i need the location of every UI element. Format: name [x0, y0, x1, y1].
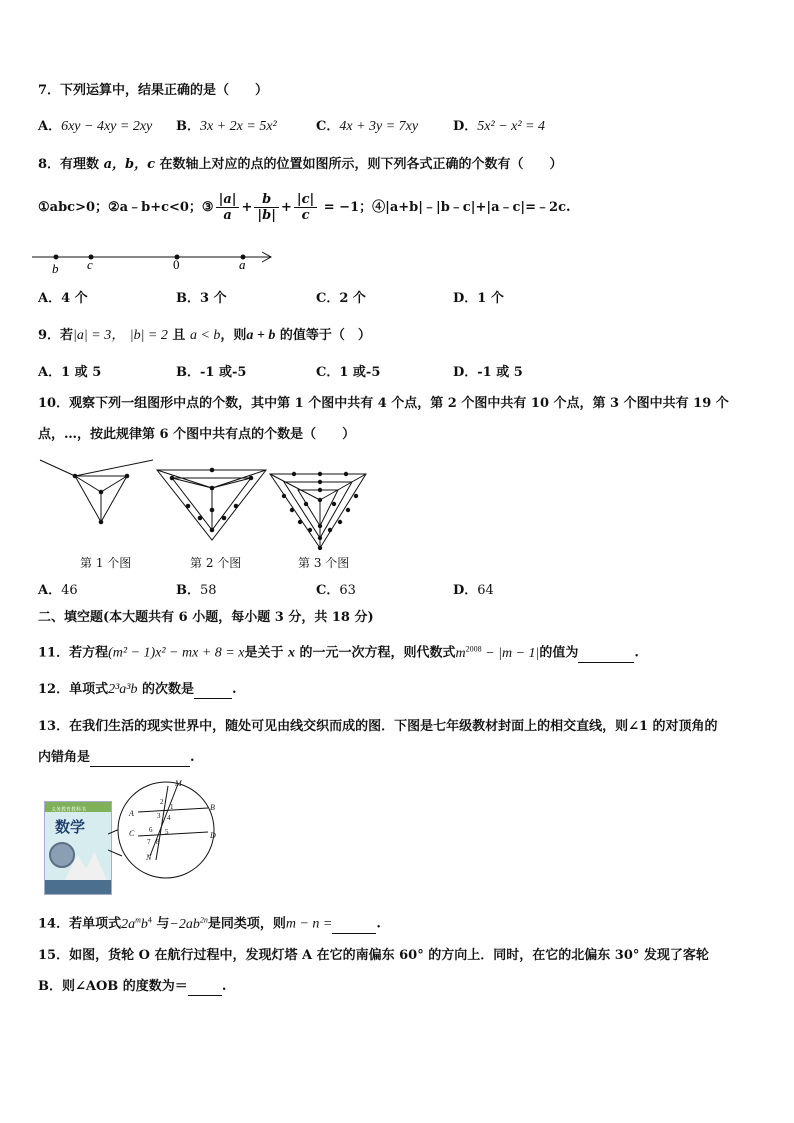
fig1-dot — [99, 520, 104, 525]
q7-option-d: D．5x² − x² = 4 — [453, 119, 545, 134]
fig1-dot — [125, 474, 130, 479]
fraction-b-over-abs-b: $\frac{b}{|b|}$ — [254, 192, 279, 223]
point-b — [54, 255, 59, 260]
fig1-dot — [73, 474, 78, 479]
fraction-abs-a-over-a: $\frac{|a|}{a}$ — [216, 192, 240, 223]
fig3-dot — [308, 528, 312, 532]
fig3-dot — [318, 480, 322, 484]
fig3-dot — [328, 528, 332, 532]
q10-option-d: D．64 — [453, 583, 494, 598]
svg-text:A: A — [129, 809, 134, 818]
fig3-dot — [318, 472, 322, 476]
svg-text:2: 2 — [160, 798, 164, 806]
q10-stem-line1: 10．观察下列一组图形中点的个数，其中第 1 个图中共有 4 个点，第 2 个图中共有 10 个点，第 3 个图中共有 19 个 — [38, 396, 729, 411]
fig3-dot — [298, 520, 302, 524]
q10-option-a: A．46 — [38, 583, 78, 598]
q10-option-c: C．63 — [316, 583, 356, 598]
q7-option-a: A．6xy − 4xy = 2xy — [38, 119, 153, 134]
fig3-dot — [282, 494, 286, 498]
q7-option-c: C．4x + 3y = 7xy — [316, 119, 419, 134]
svg-text:7: 7 — [147, 838, 151, 846]
q13-stem-line2: 内错角是 . — [38, 750, 195, 765]
q8-option-d: D．1 个 — [453, 291, 504, 306]
fig3-dot — [318, 536, 322, 540]
section-heading: 二、填空题(本大题共有 6 小题，每小题 3 分，共 18 分) — [38, 610, 374, 625]
fig2-dot — [186, 504, 191, 509]
fraction-abs-c-over-c: $\frac{|c|}{c}$ — [294, 192, 317, 223]
dot-pattern-figures — [30, 452, 380, 552]
label-a: a — [239, 257, 246, 272]
fig1-dot — [99, 490, 104, 495]
fig3-dot — [292, 472, 296, 476]
intersecting-lines-diagram — [108, 776, 220, 886]
textbook-cover-image — [44, 801, 112, 895]
fig2-dot — [222, 516, 227, 521]
fig3-dot — [332, 502, 336, 506]
svg-text:C: C — [129, 829, 135, 838]
figure-3 — [270, 474, 366, 548]
figure-2-caption: 第 2 个图 — [190, 556, 242, 570]
svg-text:M: M — [175, 779, 182, 788]
q9-option-a: A．1 或 5 — [38, 365, 102, 380]
fig2-dot — [210, 468, 215, 473]
q10-option-b: B．58 — [176, 583, 217, 598]
book-header: 义务教育教科书 — [51, 807, 87, 813]
q15-answer-blank[interactable] — [188, 983, 222, 996]
q13-stem-line1: 13．在我们生活的现实世界中，随处可见由线交织而成的图．下图是七年级教材封面上的相交直线，则∠1 的对顶角的 — [38, 719, 718, 734]
fig3-dot — [344, 472, 348, 476]
fig2-dot — [249, 476, 254, 481]
fig2-dot — [210, 528, 215, 533]
q9-stem: 9．若|a| = 3， |b| = 2 且 a < b，则a + b 的值等于（ ） — [38, 328, 371, 343]
figure-1-caption: 第 1 个图 — [80, 556, 132, 570]
q9-option-b: B．-1 或-5 — [176, 365, 247, 380]
fig3-dot — [304, 502, 308, 506]
q15-stem-line1: 15．如图，货轮 O 在航行过程中，发现灯塔 A 在它的南偏东 60° 的方向上．同时，在它的北偏东 30° 发现了客轮 — [38, 948, 709, 963]
svg-text:D: D — [210, 831, 216, 840]
figure-1 — [40, 460, 153, 522]
fig3-dot — [290, 508, 294, 512]
label-b: b — [52, 261, 59, 276]
q8-option-b: B．3 个 — [176, 291, 227, 306]
svg-text:B: B — [210, 803, 215, 812]
fig2-dot — [210, 508, 215, 513]
q14-stem: 14．若单项式$2a^mb^4$ 与$-2ab^{2n}$是同类项，则m − n = . — [38, 915, 381, 932]
figure-3-caption: 第 3 个图 — [298, 556, 350, 570]
q15-stem-line2: B．则∠AOB 的度数为＝ . — [38, 979, 227, 994]
label-c: c — [87, 257, 93, 272]
q8-stem: 8．有理数 a，b，c 在数轴上对应的点的位置如图所示，则下列各式正确的个数有（ ） — [38, 157, 563, 172]
fig3-dot — [318, 546, 322, 550]
q11-answer-blank[interactable] — [578, 650, 634, 663]
q7-option-b: B．3x + 2x = 5x² — [176, 119, 277, 134]
q11-stem: 11．若方程(m² − 1)x² − mx + 8 = x是关于 x 的一元一次方程，则代数式$m^{2008} - |m - 1|$的值为 . — [38, 644, 639, 661]
svg-text:8: 8 — [156, 838, 160, 846]
fig3-dot — [346, 508, 350, 512]
svg-text:1: 1 — [170, 803, 174, 811]
svg-text:4: 4 — [167, 814, 171, 822]
fig3-dot — [354, 494, 358, 498]
q12-answer-blank[interactable] — [194, 686, 232, 699]
svg-text:6: 6 — [149, 826, 153, 834]
fig2-dot — [198, 516, 203, 521]
q7-stem: 7．下列运算中，结果正确的是（ ） — [38, 83, 269, 98]
label-zero: 0 — [173, 257, 180, 272]
q9-option-d: D．-1 或 5 — [453, 365, 523, 380]
fig3-dot — [318, 524, 322, 528]
fig2-dot — [234, 504, 239, 509]
book-title: 数学 — [55, 818, 86, 836]
fig2-dot — [210, 486, 215, 491]
fig3-dot — [318, 488, 322, 492]
q10-stem-line2: 点，…，按此规律第 6 个图中共有点的个数是（ ） — [38, 427, 356, 442]
q8-option-a: A．4 个 — [38, 291, 88, 306]
svg-text:3: 3 — [157, 812, 161, 820]
fig3-dot — [338, 520, 342, 524]
number-line — [30, 246, 280, 276]
q13-answer-blank[interactable] — [90, 754, 190, 767]
q9-option-c: C．1 或-5 — [316, 365, 381, 380]
q8-statements: ①abc>0；②a﹣b+c<0；③ $\frac{|a|}{a}$ + $\frac{b}{|b|}$ + $\frac{|c|}{c}$ = −1；④|a+b|﹣|b﹣c|+|a﹣c|=﹣2c. — [38, 192, 571, 223]
q12-stem: 12．单项式2³a³b 的次数是 . — [38, 682, 237, 697]
shell-graphic — [49, 842, 75, 868]
q8-option-c: C．2 个 — [316, 291, 366, 306]
fig2-dot — [170, 476, 175, 481]
q14-answer-blank[interactable] — [332, 921, 376, 934]
svg-text:N: N — [146, 853, 152, 862]
fig3-dot — [318, 498, 322, 502]
svg-text:5: 5 — [165, 828, 169, 836]
